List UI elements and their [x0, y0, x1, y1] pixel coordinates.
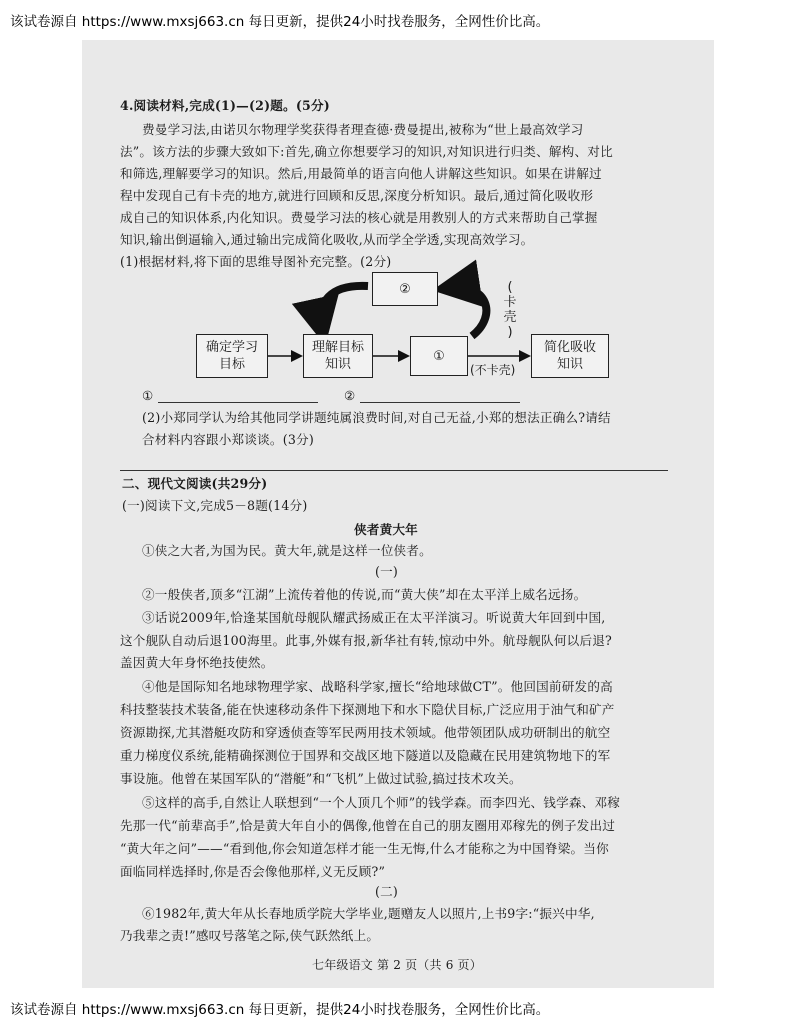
label-stuck: ( 卡 壳 ): [503, 280, 517, 340]
paragraph-4-line: ④他是国际知名地球物理学家、战略科学家,擅长“给地球做CT”。他回国前研发的高: [142, 679, 613, 694]
mindmap-box-set-goal: 确定学习 目标: [196, 334, 268, 378]
paragraph-3-line: 这个舰队自动后退100海里。此事,外媒有报,新华社有转,惊动中外。航母舰队何以后退?: [120, 633, 612, 648]
mindmap-box-understand: 理解目标 知识: [303, 334, 373, 378]
curved-arrow-to-understand: [321, 286, 368, 330]
material-line: 成自己的知识体系,内化知识。费曼学习法的核心就是用教别人的方式来帮助自己掌握: [120, 210, 598, 225]
section-divider: [120, 470, 668, 471]
paragraph-2: ②一般侠者,顶多“江湖”上流传着他的传说,而“黄大侠”却在太平洋上威名远扬。: [142, 587, 587, 602]
source-banner-bottom: 该试卷源自 https://www.mxsj663.cn 每日更新，提供24小时找卷服务，全网性价比高。: [10, 1002, 550, 1018]
material-line: 和筛选,理解要学习的知识。然后,用最简单的语言向他人讲解这些知识。如果在讲解过: [120, 166, 602, 181]
answer-label-1: ①: [142, 388, 154, 403]
article-title: 侠者黄大年: [354, 522, 418, 537]
question-4-title: 4.阅读材料,完成(1)—(2)题。(5分): [120, 98, 330, 113]
paragraph-5-line: ⑤这样的高手,自然让人联想到“一个人顶几个师”的钱学森。而李四光、钱学森、邓稼: [142, 795, 621, 810]
paragraph-4-line: 科技整装技术装备,能在快速移动条件下探测地下和水下隐伏目标,广泛应用于油气和矿产: [120, 702, 615, 717]
answer-label-2: ②: [344, 388, 356, 403]
paragraph-5-line: 先那一代“前辈高手”,恰是黄大年自小的偶像,他曾在自己的朋友圈用邓稼先的例子发出过: [120, 818, 616, 833]
section-2-subtitle: (一)阅读下文,完成5－8题(14分): [122, 498, 308, 513]
page-footer: 七年级语文 第 2 页（共 6 页）: [312, 958, 482, 972]
paragraph-4-line: 重力梯度仪系统,能精确探测位于国界和交战区地下隧道以及隐藏在民用建筑物地下的军: [120, 748, 611, 763]
paragraph-3-line: ③话说2009年,恰逢某国航母舰队耀武扬威正在太平洋演习。听说黄大年回到中国,: [142, 610, 606, 625]
label-not-stuck: (不卡壳): [470, 363, 516, 377]
material-line: 法”。该方法的步骤大致如下:首先,确立你想要学习的知识,对知识进行归类、解构、对比: [120, 144, 613, 159]
part-heading-1: (一): [375, 564, 399, 579]
sub-question-2-cont: 合材料内容跟小郑谈谈。(3分): [142, 432, 314, 447]
paragraph-4-line: 事设施。他曾在某国军队的“潜艇”和“飞机”上做过试验,搞过技术攻关。: [120, 771, 522, 786]
paragraph-5-line: 面临同样选择时,你是否会像他那样,义无反顾?”: [120, 864, 386, 879]
part-heading-2: (二): [375, 884, 399, 899]
material-line: 费曼学习法,由诺贝尔物理学奖获得者理查德·费曼提出,被称为“世上最高效学习: [142, 122, 584, 137]
mindmap-box-blank-1: ①: [410, 336, 468, 376]
paragraph-6-line: ⑥1982年,黄大年从长春地质学院大学毕业,题赠友人以照片,上书9字:“振兴中华,: [142, 906, 595, 921]
section-2-title: 二、现代文阅读(共29分): [122, 476, 268, 491]
answer-blank-2[interactable]: [360, 402, 520, 403]
paragraph-4-line: 资源勘探,尤其潜艇攻防和穿透侦查等军民两用技术领域。他带领团队成功研制出的航空: [120, 725, 611, 740]
paragraph-5-line: “黄大年之问”——“看到他,你会知道怎样才能一生无悔,什么才能称之为中国脊梁。当你: [120, 841, 609, 856]
sub-question-1: (1)根据材料,将下面的思维导图补充完整。(2分): [120, 254, 392, 269]
mindmap-box-simplify: 简化吸收 知识: [531, 334, 609, 378]
paragraph-3-line: 盖因黄大年身怀绝技使然。: [120, 655, 274, 670]
answer-blank-1[interactable]: [158, 402, 318, 403]
curved-arrow-to-review: [448, 287, 486, 336]
material-line: 程中发现自己有卡壳的地方,就进行回顾和反思,深度分析知识。最后,通过简化吸收形: [120, 188, 594, 203]
paragraph-1: ①侠之大者,为国为民。黄大年,就是这样一位侠者。: [142, 543, 432, 558]
sub-question-2: (2)小郑同学认为给其他同学讲题纯属浪费时间,对自己无益,小郑的想法正确么?请结: [142, 410, 611, 425]
paragraph-6-line: 乃我辈之责!”感叹号落笔之际,侠气跃然纸上。: [120, 928, 380, 943]
mindmap-box-blank-2: ②: [372, 272, 438, 306]
material-line: 知识,输出倒逼输入,通过输出完成简化吸收,从而学全学透,实现高效学习。: [120, 232, 534, 247]
source-banner-top: 该试卷源自 https://www.mxsj663.cn 每日更新，提供24小时找卷服务，全网性价比高。: [10, 14, 550, 30]
